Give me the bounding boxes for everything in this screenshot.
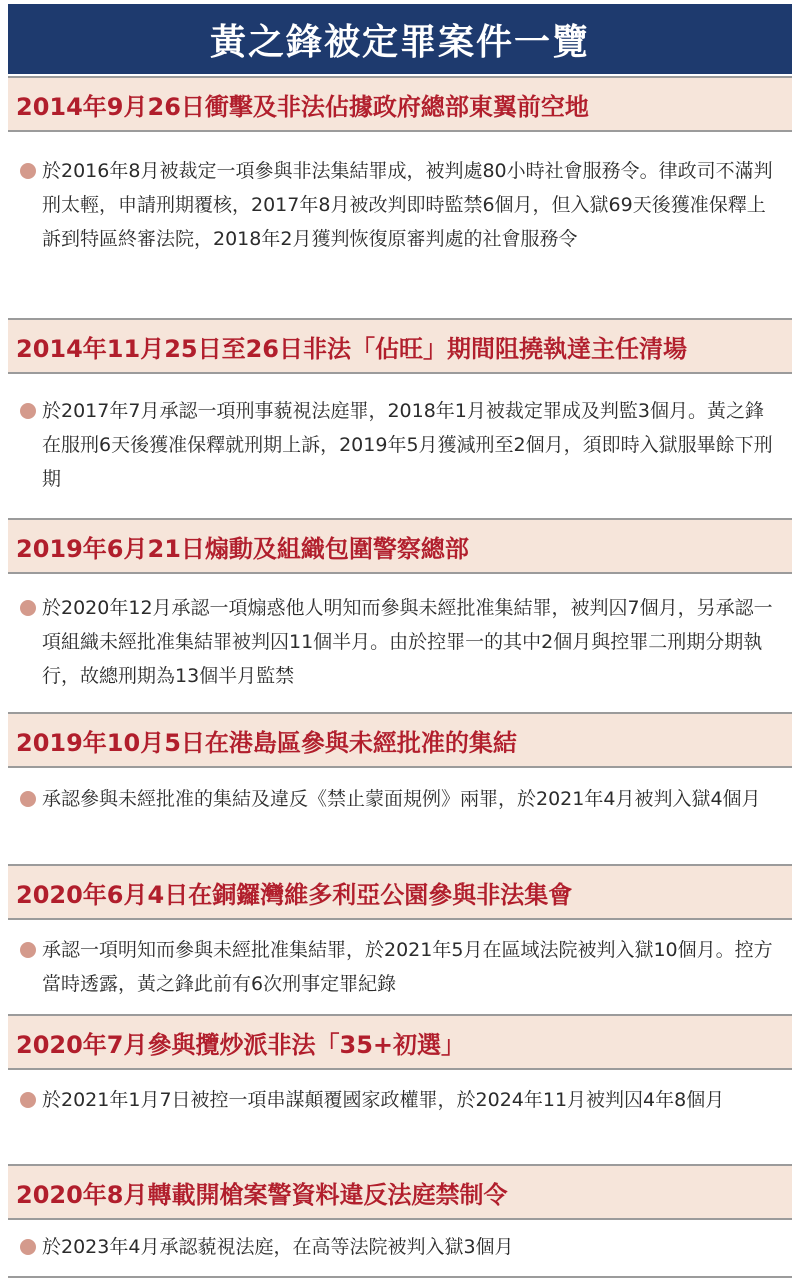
- title-bar: [8, 4, 792, 74]
- case-text: 承認一項明知而參與未經批准集結罪，於2021年5月在區域法院被判入獄10個月。控方當時透露，黃之鋒此前有6次刑事定罪紀錄: [42, 939, 773, 995]
- bullet-icon: [20, 942, 36, 958]
- infographic: [8, 4, 792, 1278]
- case-text: 於2016年8月被裁定一項參與非法集結罪成，被判處80小時社會服務令。律政司不滿判刑太輕，申請刑期覆核，2017年8月被改判即時監禁6個月，但入獄69天後獲准保釋上訴到特區終審法院，2018年2月獲判恢復原審判處的社會服務令: [42, 160, 773, 250]
- case-heading-text: 2020年7月參與攬炒派非法「35+初選」: [16, 1030, 466, 1059]
- bullet-icon: [20, 163, 36, 179]
- case-body-2: [8, 374, 792, 518]
- case-heading-2: [8, 318, 792, 374]
- case-body-7: [8, 1220, 792, 1278]
- case-text: 於2017年7月承認一項刑事藐視法庭罪，2018年1月被裁定罪成及判監3個月。黃之鋒在服刑6天後獲准保釋就刑期上訴，2019年5月獲減刑至2個月，須即時入獄服畢餘下刑期: [42, 400, 773, 490]
- page-title: 黃之鋒被定罪案件一覽: [209, 21, 590, 63]
- bullet-icon: [20, 600, 36, 616]
- case-heading-5: [8, 864, 792, 920]
- case-heading-text: 2020年6月4日在銅鑼灣維多利亞公園參與非法集會: [16, 880, 573, 909]
- bullet-icon: [20, 1239, 36, 1255]
- case-body-5: [8, 920, 792, 1014]
- case-heading-text: 2019年10月5日在港島區參與未經批准的集結: [16, 728, 517, 757]
- case-heading-1: [8, 76, 792, 132]
- bullet-icon: [20, 403, 36, 419]
- case-heading-text: 2020年8月轉載開槍案警資料違反法庭禁制令: [16, 1180, 508, 1209]
- case-heading-7: [8, 1164, 792, 1220]
- case-text: 於2021年1月7日被控一項串謀顛覆國家政權罪，於2024年11月被判囚4年8個月: [42, 1089, 725, 1111]
- case-heading-6: [8, 1014, 792, 1070]
- case-heading-3: [8, 518, 792, 574]
- case-text: 承認參與未經批准的集結及違反《禁止蒙面規例》兩罪，於2021年4月被判入獄4個月: [42, 788, 761, 810]
- case-heading-text: 2019年6月21日煽動及組織包圍警察總部: [16, 534, 469, 563]
- case-body-1: [8, 132, 792, 318]
- case-heading-text: 2014年9月26日衝擊及非法佔據政府總部東翼前空地: [16, 92, 589, 121]
- case-body-6: [8, 1070, 792, 1164]
- case-body-3: [8, 574, 792, 712]
- case-text: 於2023年4月承認藐視法庭，在高等法院被判入獄3個月: [42, 1236, 514, 1258]
- case-text: 於2020年12月承認一項煽惑他人明知而參與未經批准集結罪，被判囚7個月，另承認一項組織未經批准集結罪被判囚11個半月。由於控罪一的其中2個月與控罪二刑期分期執行，故總刑期為13個半月監禁: [42, 597, 773, 687]
- case-heading-text: 2014年11月25日至26日非法「佔旺」期間阻撓執達主任清場: [16, 334, 687, 363]
- bullet-icon: [20, 1092, 36, 1108]
- case-body-4: [8, 768, 792, 864]
- case-heading-4: [8, 712, 792, 768]
- bullet-icon: [20, 791, 36, 807]
